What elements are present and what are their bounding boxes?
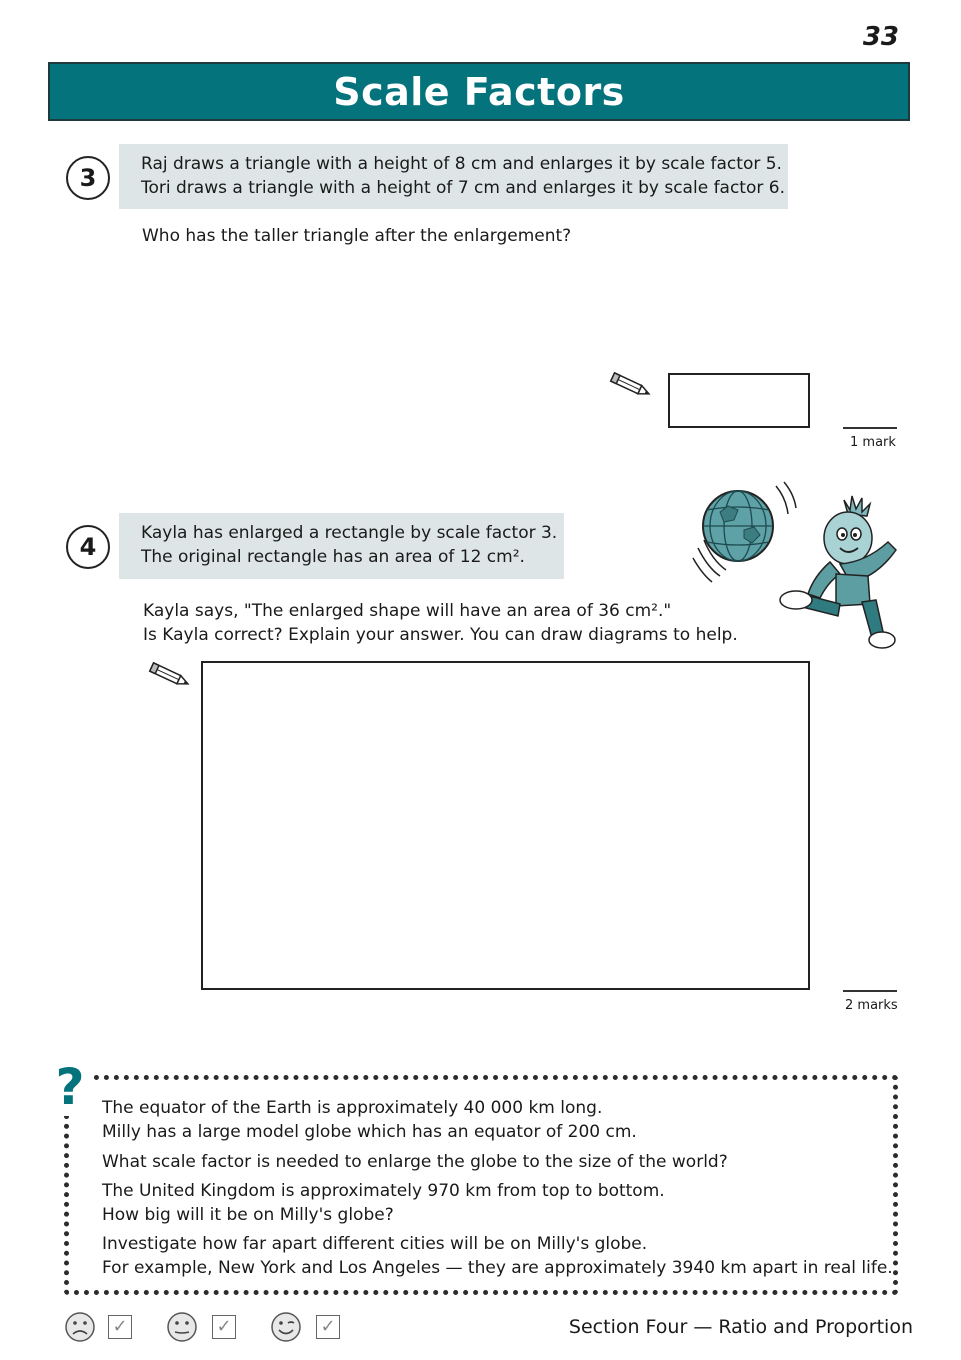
question-4-prompt — [143, 599, 738, 647]
question-3-mark-line — [843, 427, 897, 429]
boy-kicking-globe-illustration — [690, 478, 912, 654]
question-3-answer-box[interactable] — [668, 373, 810, 428]
page-number: 33 — [862, 22, 899, 52]
extension-text-3: What scale factor is needed to enlarge the globe to the size of the world? — [102, 1152, 728, 1172]
extension-text-4: The United Kingdom is approximately 970 km from top to bottom. — [102, 1181, 665, 1201]
question-3-number: 3 — [66, 156, 110, 200]
extension-text-7: For example, New York and Los Angeles — they are approximately 3940 km apart in real life. — [102, 1258, 893, 1278]
title-banner — [48, 62, 910, 121]
question-4-prompt-line-2: Is Kayla correct? Explain your answer. You can draw diagrams to help. — [143, 625, 738, 645]
question-3-line-2: Tori draws a triangle with a height of 7 cm and enlarges it by scale factor 6. — [141, 178, 785, 198]
question-4-line-1: Kayla has enlarged a rectangle by scale factor 3. — [141, 523, 558, 543]
question-3-marks: 1 mark — [850, 435, 896, 450]
page-title: Scale Factors — [333, 69, 625, 114]
question-3-line-1: Raj draws a triangle with a height of 8 cm and enlarges it by scale factor 5. — [141, 154, 782, 174]
happy-face-icon[interactable] — [270, 1311, 302, 1343]
question-4-marks: 2 marks — [845, 998, 898, 1013]
sad-tick-box[interactable]: ✓ — [108, 1315, 132, 1339]
question-3-box — [119, 144, 788, 209]
question-4-answer-box[interactable] — [201, 661, 810, 990]
extension-text-2: Milly has a large model globe which has an equator of 200 cm. — [102, 1122, 637, 1142]
section-footer: Section Four — Ratio and Proportion — [568, 1316, 913, 1338]
question-mark-icon: ? — [50, 1058, 90, 1116]
question-4-mark-line — [843, 990, 897, 992]
question-4-line-2: The original rectangle has an area of 12 cm². — [141, 547, 525, 567]
neutral-face-icon[interactable] — [166, 1311, 198, 1343]
pencil-icon — [607, 371, 655, 399]
pencil-icon-2 — [146, 661, 194, 689]
sad-face-icon[interactable] — [64, 1311, 96, 1343]
question-4-prompt-line-1: Kayla says, "The enlarged shape will have an area of 36 cm²." — [143, 601, 672, 621]
extension-text-5: How big will it be on Milly's globe? — [102, 1205, 394, 1225]
question-4-box — [119, 513, 564, 579]
neutral-tick-box[interactable]: ✓ — [212, 1315, 236, 1339]
happy-tick-box[interactable]: ✓ — [316, 1315, 340, 1339]
extension-text-6: Investigate how far apart different cities will be on Milly's globe. — [102, 1234, 648, 1254]
extension-text-1: The equator of the Earth is approximately 40 000 km long. — [102, 1098, 603, 1118]
question-3-prompt: Who has the taller triangle after the enlargement? — [142, 226, 572, 246]
question-4-number: 4 — [66, 525, 110, 569]
